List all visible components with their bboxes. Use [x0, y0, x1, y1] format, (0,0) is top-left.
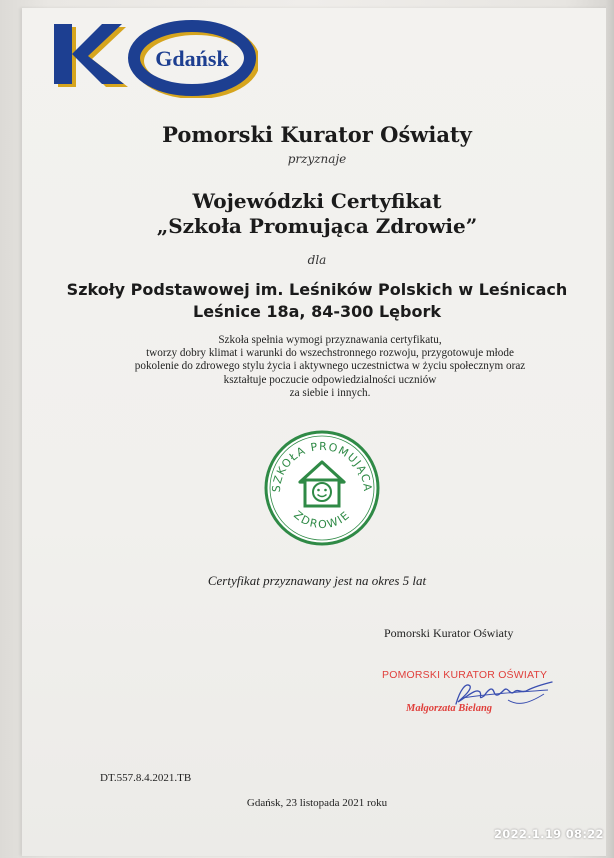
svg-text:SZKOŁA PROMUJĄCA: SZKOŁA PROMUJĄCA — [269, 439, 375, 493]
recipient-address: Leśnice 18a, 84-300 Lębork — [193, 302, 441, 321]
awards-text: przyznaje — [287, 152, 347, 166]
recipient-school: Szkoły Podstawowej im. Leśników Polskich w Leśnicach — [66, 280, 568, 299]
body-line: Szkoła spełnia wymogi przyznawania certyfikatu, — [218, 334, 442, 346]
health-school-seal — [262, 428, 382, 548]
svg-text:ZDROWIE: ZDROWIE — [291, 508, 353, 532]
certificate-title-line2: „Szkoła Promująca Zdrowie” — [156, 214, 478, 238]
for-text: dla — [307, 253, 327, 267]
body-line: tworzy dobry klimat i warunki do wszechstronnego rozwoju, przygotowuje młode — [146, 347, 514, 360]
reference-number: DT.557.8.4.2021.TB — [100, 772, 192, 784]
stamp-name: Małgorzata Bielang — [406, 703, 493, 714]
certificate-title-line1: Wojewódzki Certyfikat — [192, 189, 442, 213]
stamp-title: POMORSKI KURATOR OŚWIATY — [382, 669, 548, 681]
issuer-title: Pomorski Kurator Oświaty — [162, 122, 472, 147]
certificate-body — [60, 334, 600, 400]
photo-timestamp: 2022.1.19 08:22 — [494, 827, 604, 841]
place-date: Gdańsk, 23 listopada 2021 roku — [246, 797, 388, 809]
validity-text: Certyfikat przyznawany jest na okres 5 lat — [207, 573, 427, 588]
body-line: pokolenie do zdrowego stylu życia i aktywnego uczestnictwa w życiu społecznym oraz — [134, 360, 526, 373]
ko-gdansk-logo — [48, 18, 258, 98]
body-line: kształtuje poczucie odpowiedzialności uczniów — [223, 373, 437, 386]
logo-city-text: Gdańsk — [155, 46, 229, 71]
signatory-title: Pomorski Kurator Oświaty — [384, 626, 514, 640]
body-line: za siebie i innych. — [289, 386, 371, 399]
